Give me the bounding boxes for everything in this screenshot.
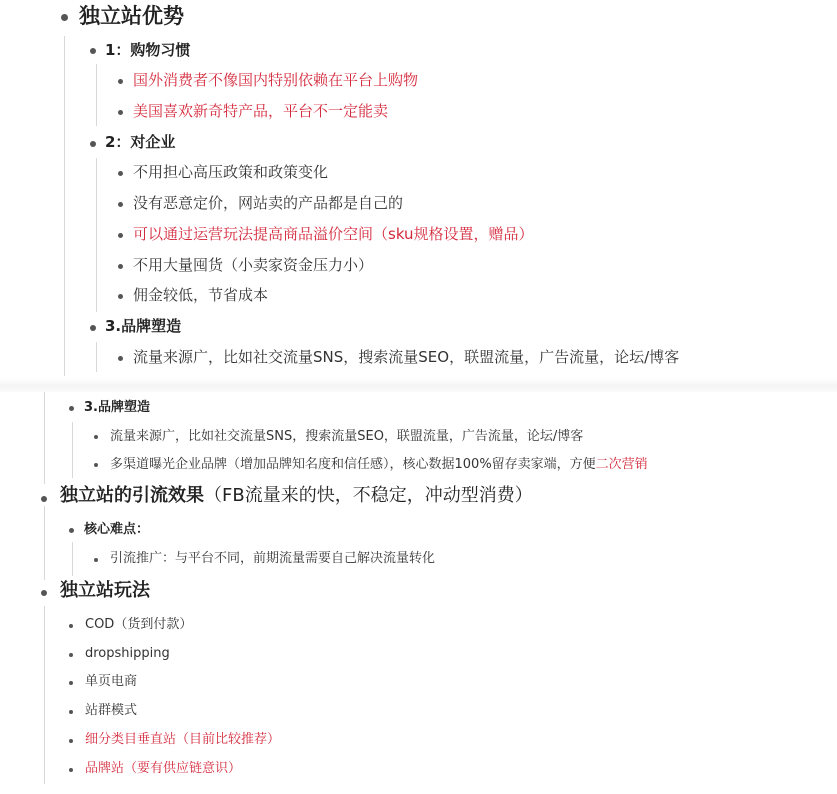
list-item-text: 多渠道曝光企业品牌（增加品牌知名度和信任感），核心数据100%留存卖家端，方便 [110,457,596,472]
bullet-icon [69,681,73,685]
list-item: 国外消费者不像国内特别依赖在平台上购物 [133,71,419,89]
sub-heading: 3.品牌塑造 [105,317,182,335]
indent-guide [44,606,45,784]
section-title: 独立站优势 [79,4,184,28]
sub-heading: 核心难点： [84,522,150,537]
indent-guide [44,392,45,484]
bullet-icon [69,739,73,743]
list-item-highlight: 二次营销 [595,457,648,472]
bullet-icon [69,624,73,628]
indent-guide [96,158,97,312]
bullet-icon [118,264,123,269]
bullet-icon [118,110,123,115]
bullet-icon [69,710,73,714]
indent-guide [96,342,97,372]
bullet-icon [94,435,98,439]
list-item: 可以通过运营玩法提高商品溢价空间（sku规格设置，赠品） [133,225,534,243]
bullet-icon [118,171,123,176]
bullet-icon [118,356,123,361]
bullet-icon [118,79,123,84]
bullet-icon [90,141,96,147]
indent-guide [44,506,45,580]
bullet-icon [41,590,47,596]
bullet-icon [90,48,96,54]
sub-heading: 2：对企业 [105,133,176,151]
list-item: 单页电商 [85,674,138,689]
bullet-icon [69,528,74,533]
bullet-icon [69,653,73,657]
list-item: dropshipping [85,646,170,661]
bullet-icon [61,14,68,21]
section-title: 独立站玩法 [60,580,150,601]
bullet-icon [118,202,123,207]
bullet-icon [69,406,74,411]
outline-block-top [0,0,837,378]
outline-block-bottom [0,392,837,794]
section-title-note: （FB流量来的快，不稳定，冲动型消费） [204,485,533,506]
bullet-icon [94,463,98,467]
indent-guide [72,542,73,576]
indent-guide [96,64,97,126]
bullet-icon [94,558,98,562]
list-item: 引流推广：与平台不同，前期流量需要自己解决流量转化 [110,551,436,566]
list-item: 细分类目垂直站（目前比较推荐） [85,732,281,747]
sub-heading: 3.品牌塑造 [84,400,150,415]
section-title [60,487,533,505]
list-item: 流量来源广，比如社交流量SNS，搜索流量SEO，联盟流量，广告流量，论坛/博客 [110,429,584,444]
bullet-icon [118,294,123,299]
list-item: 没有恶意定价，网站卖的产品都是自己的 [133,194,404,212]
list-item: 流量来源广，比如社交流量SNS，搜索流量SEO，联盟流量，广告流量，论坛/博客 [133,348,680,366]
list-item: 不用大量囤货（小卖家资金压力小） [133,256,374,274]
indent-guide [64,36,65,376]
bullet-icon [118,233,123,238]
bullet-icon [41,496,47,502]
list-item: 佣金较低，节省成本 [133,286,269,304]
section-title-bold: 独立站的引流效果 [60,485,204,506]
bullet-icon [69,768,73,772]
list-item [110,458,648,471]
list-item: COD（货到付款） [85,617,193,632]
list-item: 品牌站（要有供应链意识） [85,761,242,776]
bullet-icon [90,325,96,331]
indent-guide [72,422,73,478]
sub-heading: 1：购物习惯 [105,41,191,59]
list-item: 站群模式 [85,703,138,718]
list-item: 美国喜欢新奇特产品，平台不一定能卖 [133,102,389,120]
list-item: 不用担心高压政策和政策变化 [133,163,329,181]
